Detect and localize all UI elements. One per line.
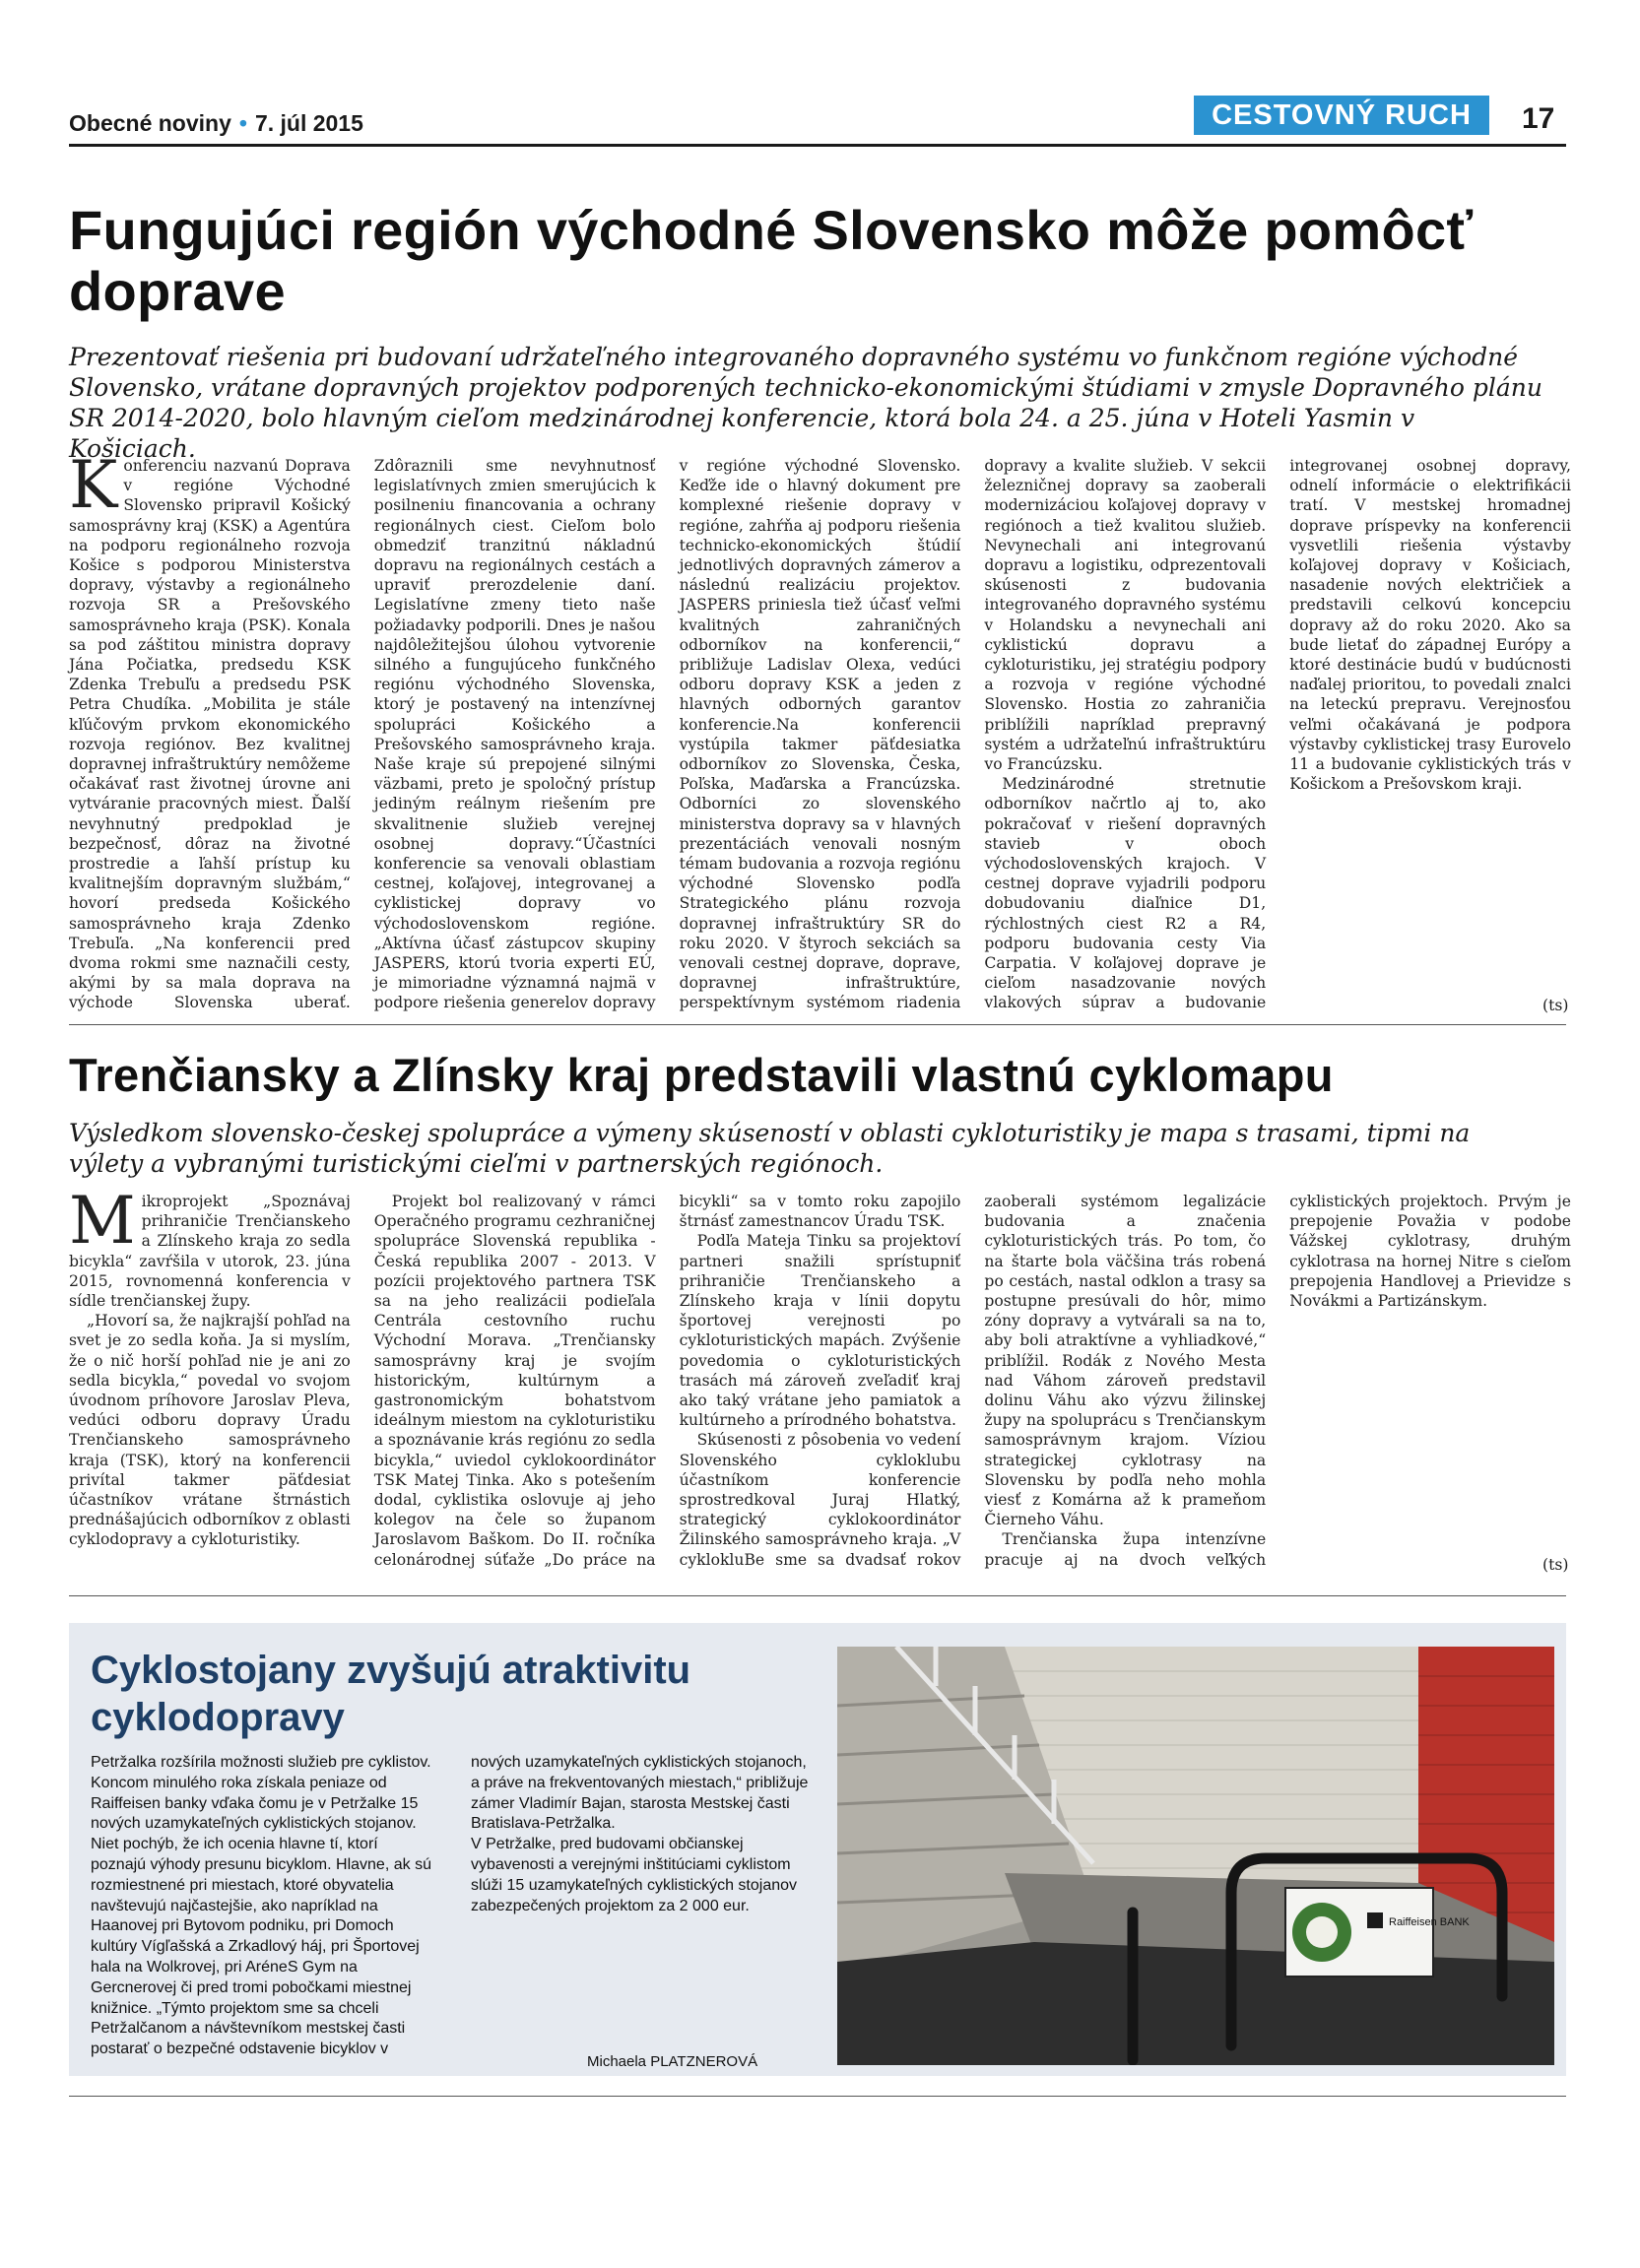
article1-headline: Fungujúci región východné Slovensko môže pomôcť doprave <box>69 199 1474 322</box>
article2-lede: Výsledkom slovensko-českej spolupráce a výmeny skúseností v oblasti cykloturistiky je mapa s trasami, tipmi na výlety a vybranými turistickými cieľmi v partnerských regiónoch. <box>69 1119 1471 1178</box>
section-label: CESTOVNÝ RUCH <box>1194 96 1489 135</box>
article2-signature: (ts) <box>1542 1556 1569 1574</box>
publication-name: Obecné noviny <box>69 110 231 136</box>
article3-paragraph: V Petržalke, pred budovami občianskej vybavenosti a verejnými inštitúciami cyklistom slúži 15 uzamykateľných cyklistických stojanov zabezpečených projektom za 2 000 eur. <box>471 1836 798 1914</box>
article-divider <box>69 1595 1566 1596</box>
article1-signature: (ts) <box>1542 997 1569 1014</box>
article3-headline: Cyklostojany zvyšujú atraktivitu cyklodopravy <box>91 1649 691 1739</box>
article2-paragraph: Mikroprojekt „Spoznávaj prihraničie Trenčianskeho a Zlínskeho kraja zo sedla bicykla“ zavŕšila v utorok, 23. júna 2015, rovnomenná konferencia v sídle trenčianskej župy. <box>69 1183 351 1311</box>
issue-date: 7. júl 2015 <box>254 110 363 136</box>
article1-body <box>69 447 1571 1017</box>
article2-paragraph: Podľa Mateja Tinku sa projektoví partneri snažili sprístupniť prihraničie Trenčianskeho a Zlínskeho kraja v línii dopytu športovej verejnosti po cykloturistických mapách. Zvýšenie povedomia o cykloturistických trasách má zároveň zveľadiť kraj ako taký vrátane jeho pamiatok a kultúrneho a prírodného bohatstva. <box>679 1232 961 1430</box>
article-divider <box>69 1024 1566 1025</box>
page-bottom-divider <box>69 2096 1566 2097</box>
article1-paragraph: Medzinárodné stretnutie odborníkov načrtlo aj to, ako pokračovať v riešení dopravných stavieb v oboch východoslovenských krajoch. V cestnej doprave vyjadrili podporu dobudovaniu diaľnice D1, rýchlostných ciest R2 a R4, podporu budovania cesty Via Carpatia. V koľajovej doprave je cieľom nasadzovanie nových vlakových súprav a budovanie integrovanej osobnej dopravy, odnelí informácie o elektrifikácii tratí. V mestskej hromadnej doprave príspevky na konferencii vysvetlili riešenia výstavby koľajovej dopravy v Košiciach, nasadenie nových električiek a predstavili celkovú koncepciu dopravy až do roku 2020. Ako sa bude lietať do západnej Európy a ktoré destinácie budú v budúcnosti naďalej prioritou, to povedali znalci na leteckú prepravu. Verejnosťou veľmi očakávaná je podpora výstavby cyklistickej trasy Eurovelo 11 a budovanie cyklistických trás v Košickom a Prešovskom kraji. <box>984 457 1571 1012</box>
article2-paragraph: Skúsenosti z pôsobenia vo vedení Slovenského cykloklubu účastníkom konferencie sprostredkoval Juraj Hlatký, strategický cyklokoordinátor Žilinského samosprávneho kraja. „V cyklokluBe sme sa dvadsať rokov zaoberali systémom legalizácie budovania a značenia cykloturistických trás. Po tom, čo na štarte bola väčšina trás robená po cestách, nastal odklon a trasy sa postupne presúvali do hôr, mimo zóny dopravy a vytvárali sa na to, aby boli atraktívne a vyhliadkové,“ priblížil. Rodák z Nového Mesta nad Váhom zároveň predstavil dolinu Váhu ako výzvu žilinskej župy na spoluprácu s Trenčianskym samosprávnym krajom. Víziou strategickej cyklotrasy na Slovensku by podľa neho mohla viesť z Komárna až k prameňom Čierneho Váhu. <box>679 1193 1267 1569</box>
article2-body <box>69 1183 1571 1586</box>
article2-paragraph: „Hovorí sa, že najkrajší pohľad na svet je zo sedla koňa. Ja si myslím, že o nič horší pohľad nie je ani zo sedla bicykla,“ povedal vo svojom úvodnom príhovore Jaroslav Pleva, vedúci odboru dopravy Úradu Trenčianskeho samosprávneho kraja (TSK), ktorý na konferencii privítal takmer päťdesiat účastníkov vrátane štrnástich prednášajúcich odborníkov z oblasti cyklodopravy a cykloturistiky. <box>69 1312 351 1549</box>
article3-paragraph: Niet pochýb, že ich ocenia hlavne tí, ktorí poznajú výhody presunu bicyklom. Hlavne, ak sú rozmiestnené pri miestach, ktoré obyvatelia navštevujú najčastejšie, ako napríklad na Haanovej pri Bytovom podniku, pri Domoch kultúry Vígľašská a Zrkadlový háj, pri Športovej hala na Wolkrovej, pri AréneS Gym na Gercnerovej či pred tromi pobočkami miestnej knižnice. „Týmto projektom sme sa chceli Petržalčanom a návštevníkom mestskej časti postarať o bezpečné odstavenie bicyklov v nových uzamykateľných cyklistických stojanoch, a práve na frekventovaných miestach,“ približuje zámer Vladimír Bajan, starosta Mestskej časti Bratislava-Petržalka. <box>91 1754 809 2058</box>
article1-paragraph: Konferenciu nazvanú Doprava v regióne Východné Slovensko pripravil Košický samosprávny kraj (KSK) a Agentúra na podporu regionálneho rozvoja Košice s podporou Ministerstva dopravy, výstavby a regionálneho rozvoja SR a Prešovského samosprávneho kraja (PSK). Konala sa pod záštitou ministra dopravy Jána Počiatka, predsedu KSK Zdenka Trebuľu a predsedu PSK Petra Chudíka. „Mobilita je stále kľúčovým prvkom ekonomického rozvoja regiónov. Bez kvalitnej dopravnej infraštruktúry nemôžeme očakávať rast životnej úrovne ani vytváranie pracovných miest. Ďalší nevyhnutný predpoklad je bezpečnosť, dôraz na životné prostredie a ľahší prístup ku kvalitnejším dopravným službám,“ hovorí predseda Košického samosprávneho kraja Zdenko Trebuľa. „Na konferencii pred dvoma rokmi sme naznačili cesty, akými by sa mala doprava na východe Slovenska uberať. Zdôraznili sme nevyhnutnosť legislatívnych zmien smerujúcich k posilneniu financovania a ochrany regionálnych ciest. Cieľom bolo obmedziť tranzitnú nákladnú dopravu na regionálnych cestách a upraviť prerozdelenie daní. Legislatívne zmeny tieto naše požiadavky podporili. Dnes je našou najdôležitejšou úlohou vytvorenie silného a fungujúceho funkčného regiónu východného Slovenska, ktorý je postavený na intenzívnej spolupráci Košického a Prešovského samosprávneho kraja. Naše kraje sú prepojené silnými väzbami, preto je spoločný prístup jediným reálnym riešením pre skvalitnenie služieb verejnej osobnej dopravy.“Účastníci konferencie sa venovali oblastiam cestnej, koľajovej, integrovanej a cyklistickej dopravy vo východoslovenskom regióne. „Aktívna účasť zástupcov skupiny JASPERS, ktorú tvoria experti EÚ, je mimoriadne významná najmä v podpore riešenia generelov dopravy v regióne východné Slovensko. Keďže ide o hlavný dokument pre komplexné riešenie dopravy v regióne, zahŕňa aj podporu riešenia technicko-ekonomických štúdií jednotlivých dopravných zámerov a následnú realizáciu projektov. JASPERS priniesla tiež účasť veľmi kvalitných zahraničných odborníkov na konferencii,“ približuje Ladislav Olexa, vedúci odboru dopravy KSK a jeden z hlavných odborných garantov konferencie.Na konferencii vystúpila takmer päťdesiatka odborníkov zo Slovenska, Česka, Poľska, Maďarska a Francúzska. Odborníci zo slovenského ministerstva dopravy sa v hlavných prezentáciách venovali nosným témam budovania a rozvoja regiónu východné Slovensko podľa Strategického plánu rozvoja dopravnej infraštruktúry SR do roku 2020. V štyroch sekciách sa venovali cestnej doprave, doprave, dopravnej infraštruktúre, perspektívnym systémom riadenia dopravy a kvalite služieb. V sekcii železničnej dopravy sa zaoberali modernizáciou koľajovej dopravy v regiónoch a tiež kvalitou služieb. Nevynechali ani integrovanú dopravu a logistiku, odprezentovali skúsenosti z budovania integrovaného dopravného systému v Holandsku a nevynechali ani cyklistickú dopravu a cykloturistiku, jej stratégiu podpory a rozvoja v regióne východné Slovensko. Hostia zo zahraničia priblížili napríklad prepravný systém a udržateľnú infraštruktúru vo Francúzsku. <box>69 447 1267 1012</box>
article1-dropcap: K <box>69 447 118 523</box>
masthead <box>69 110 363 137</box>
page-number: 17 <box>1522 102 1555 135</box>
header-divider <box>69 144 1566 147</box>
article3-author: Michaela PLATZNEROVÁ <box>587 2053 758 2070</box>
article2-dropcap: M <box>69 1183 136 1259</box>
article3-body <box>91 1753 818 2068</box>
separator-dot: • <box>238 110 247 136</box>
bike-rack-photo <box>837 1647 1554 2065</box>
article2-paragraph: Projekt bol realizovaný v rámci Operačného programu cezhraničnej spolupráce Slovenská republika - Česká republika 2007 - 2013. V pozícii projektového partnera TSK sa na jeho realizácii podieľala Centrála cestovního ruchu Východní Morava. „Trenčiansky samosprávny kraj je svojím historickým, kultúrnym a gastronomickým bohatstvom ideálnym miestom na cykloturistiku a spoznávanie krás regiónu zo sedla bicykla,“ uviedol cyklokoordinátor TSK Matej Tinka. Ako s potešením dodal, cyklistika oslovuje aj jeho kolegov na čele so županom Jaroslavom Baškom. Do II. ročníka celonárodnej súťaže „Do práce na bicykli“ sa v tomto roku zapojilo štrnásť zamestnancov Úradu TSK. <box>373 1193 961 1569</box>
article1-lede: Prezentovať riešenia pri budovaní udržateľného integrovaného dopravného systému vo funkčnom regióne východné Slovensko, vrátane dopravných projektov podporených technicko-ekonomickými štúdiami v zmysle Dopravného plánu SR 2014-2020, bolo hlavným cieľom medzinárodnej konferencie, ktorá bola 24. a 25. júna v Hoteli Yasmin v Košiciach. <box>69 343 1543 463</box>
sign-text: Raiffeisen BANK <box>1389 1916 1470 1928</box>
article2-paragraph: Trenčianska župa intenzívne pracuje aj na dvoch veľkých cyklistických projektoch. Prvým je prepojenie Považia v podobe Vážskej cyklotrasy, druhým cyklotrasa na hornej Nitre s cieľom prepojenia Handlovej a Prievidze s Novákmi a Partizánskym. <box>984 1193 1571 1569</box>
article3-paragraph: Petržalka rozšírila možnosti služieb pre cyklistov. Koncom minulého roka získala peniaze od Raiffeisen banky vďaka čomu je v Petržalke 15 nových uzamykateľných cyklistických stojanov. <box>91 1754 431 1833</box>
article2-headline: Trenčiansky a Zlínsky kraj predstavili vlastnú cyklomapu <box>69 1049 1334 1101</box>
